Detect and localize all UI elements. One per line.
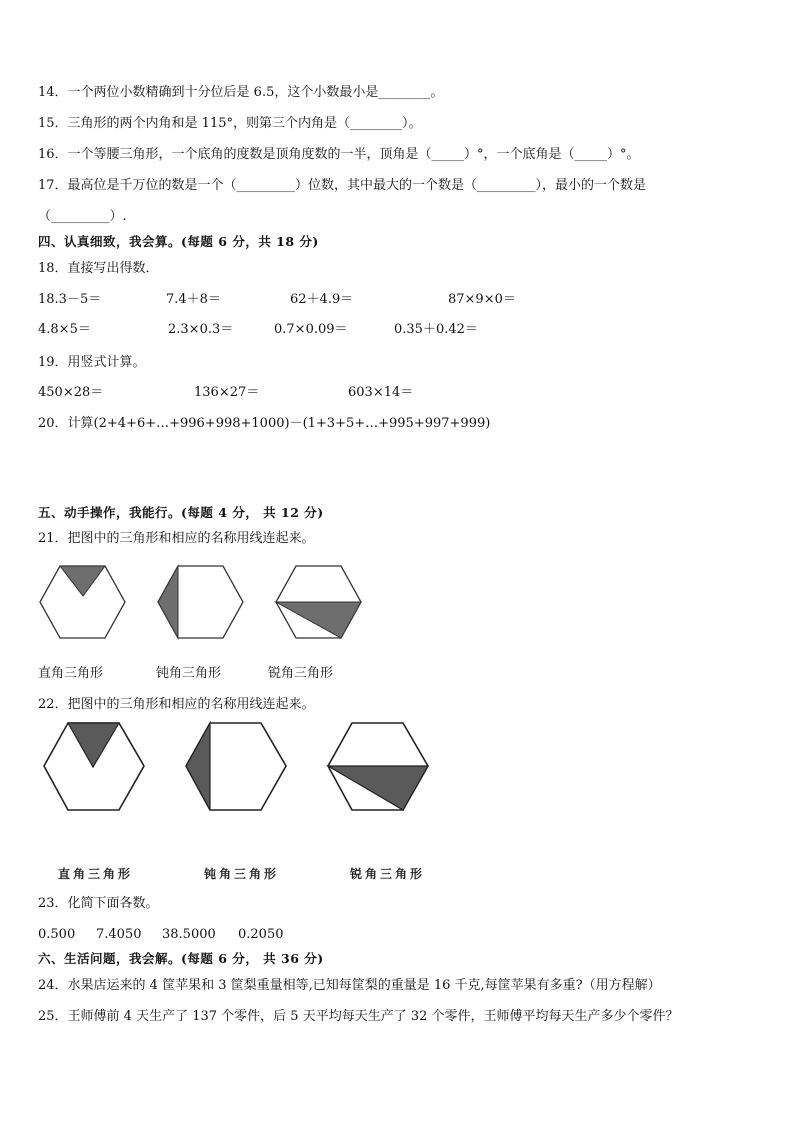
label-acute-triangle: 锐角三角形	[268, 666, 334, 681]
section-6-heading: 六、生活问题，我会解。(每题 6 分， 共 36 分)	[38, 951, 324, 966]
vertical-calc-item: 603×14＝	[348, 385, 414, 400]
question-23: 23．化简下面各数。	[38, 896, 159, 911]
calc-item: 2.3×0.3＝	[168, 322, 234, 337]
section-4-heading: 四、认真细致，我会算。(每题 6 分，共 18 分)	[38, 234, 319, 249]
question-25: 25．王师傅前 4 天生产了 137 个零件，后 5 天平均每天生产了 32 个零件，王师傅平均每天生产多少个零件？	[38, 1009, 679, 1024]
label-right-triangle-2: 直角三角形	[58, 867, 134, 881]
calc-item: 62＋4.9＝	[290, 292, 354, 307]
question-19: 19．用竖式计算。	[38, 355, 146, 370]
question-16: 16．一个等腰三角形，一个底角的度数是顶角度数的一半，顶角是（_____）°，一个底角是（_____）°。	[38, 147, 640, 162]
label-obtuse-triangle: 钝角三角形	[156, 666, 222, 681]
question-22: 22．把图中的三角形和相应的名称用线连起来。	[38, 697, 315, 712]
label-obtuse-triangle-2: 钝角三角形	[204, 867, 280, 881]
obtuse-triangle-hexagon-figure	[156, 565, 246, 640]
right-triangle-hexagon-figure	[38, 565, 128, 640]
calc-item: 0.35＋0.42＝	[394, 322, 478, 337]
question-14: 14．一个两位小数精确到十分位后是 6.5，这个小数最小是________。	[38, 85, 444, 100]
right-triangle-hexagon-figure-2	[42, 722, 146, 812]
question-17: 17．最高位是千万位的数是一个（_________）位数，其中最大的一个数是（_________），最小的一个数是	[38, 178, 647, 193]
question-18: 18．直接写出得数．	[38, 261, 159, 276]
section-5-heading: 五、动手操作，我能行。(每题 4 分， 共 12 分)	[38, 505, 324, 520]
simplify-item: 0.500	[38, 927, 76, 942]
simplify-item: 0.2050	[238, 927, 284, 942]
simplify-item: 38.5000	[162, 927, 216, 942]
label-acute-triangle-2: 锐角三角形	[350, 867, 426, 881]
obtuse-triangle-hexagon-figure-2	[184, 722, 288, 812]
calc-item: 18.3－5＝	[38, 292, 102, 307]
question-17-continued: （_________）.	[38, 209, 127, 224]
question-20: 20．计算(2+4+6+…+996+998+1000)－(1+3+5+…+995+997+999)	[38, 416, 491, 431]
question-21: 21．把图中的三角形和相应的名称用线连起来。	[38, 531, 315, 546]
vertical-calc-item: 450×28＝	[38, 385, 104, 400]
question-24: 24．水果店运来的 4 筐苹果和 3 筐梨重量相等,已知每筐梨的重量是 16 千克,每筐苹果有多重?（用方程解）	[38, 978, 661, 993]
calc-item: 87×9×0＝	[448, 292, 516, 307]
simplify-item: 7.4050	[96, 927, 142, 942]
acute-triangle-hexagon-figure-2	[326, 722, 430, 812]
acute-triangle-hexagon-figure	[274, 565, 364, 640]
calc-item: 0.7×0.09＝	[274, 322, 348, 337]
calc-item: 7.4＋8＝	[166, 292, 221, 307]
vertical-calc-item: 136×27＝	[194, 385, 260, 400]
question-15: 15．三角形的两个内角和是 115°，则第三个内角是（________）。	[38, 116, 422, 131]
label-right-triangle: 直角三角形	[38, 666, 104, 681]
calc-item: 4.8×5＝	[38, 322, 91, 337]
